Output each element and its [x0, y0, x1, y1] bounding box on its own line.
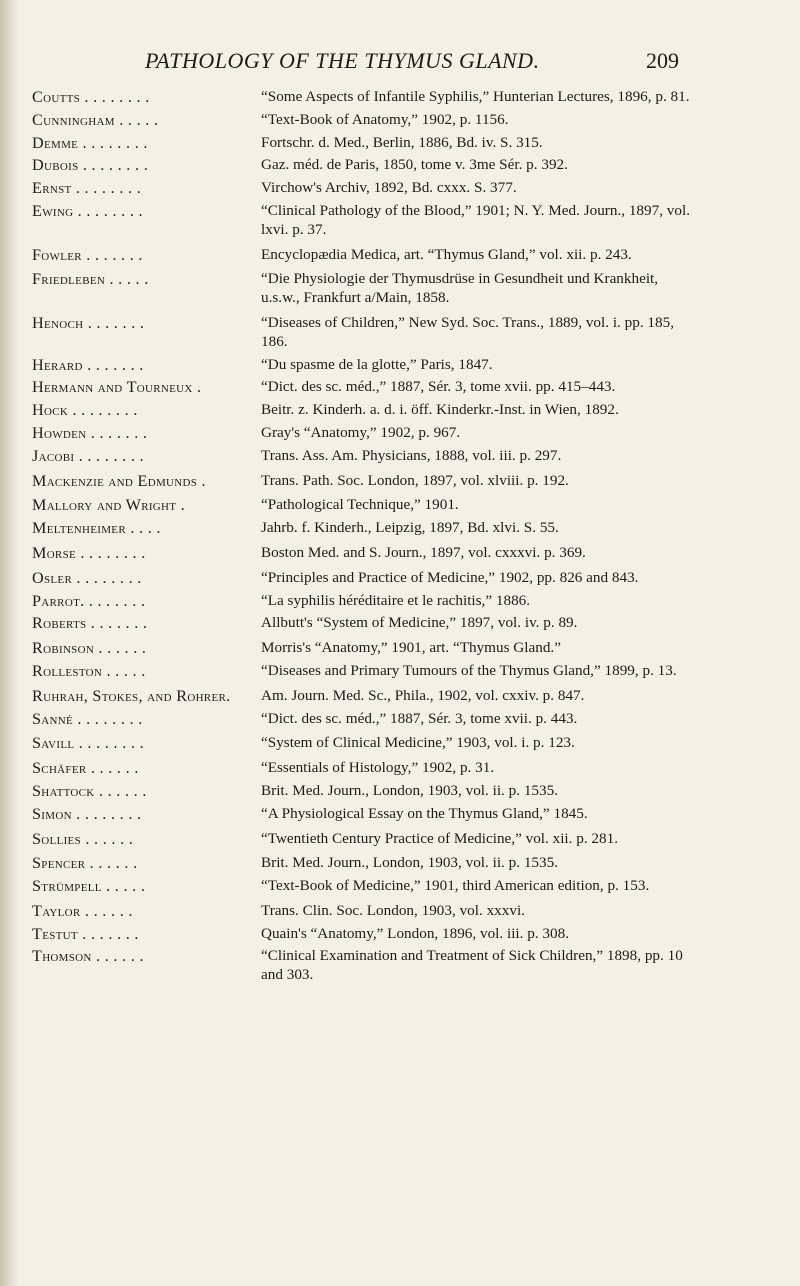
reference-citation: Virchow's Archiv, 1892, Bd. cxxx. S. 377.	[261, 179, 517, 197]
reference-entry	[0, 447, 800, 466]
reference-author: Demme . . . . . . . .	[32, 133, 148, 152]
reference-citation: Encyclopædia Medica, art. “Thymus Gland,” vol. xii. p. 243.	[261, 245, 632, 263]
reference-list	[0, 88, 800, 985]
reference-author: Howden . . . . . . .	[32, 423, 148, 442]
reference-citation: “Pathological Technique,” 1901.	[261, 496, 459, 514]
reference-entry	[0, 111, 800, 130]
reference-author: Osler . . . . . . . .	[32, 568, 142, 587]
running-title: PATHOLOGY OF THE THYMUS GLAND.	[145, 48, 540, 73]
reference-citation: “System of Clinical Medicine,” 1903, vol. i. p. 123.	[261, 734, 575, 752]
reference-citation: “Diseases and Primary Tumours of the Thymus Gland,” 1899, p. 13.	[261, 661, 677, 679]
reference-citation: Brit. Med. Journ., London, 1903, vol. ii. p. 1535.	[261, 854, 558, 872]
reference-author: Jacobi . . . . . . . .	[32, 446, 144, 465]
reference-entry	[0, 401, 800, 420]
reference-author: Parrot. . . . . . . .	[32, 591, 146, 610]
reference-author: Ruhrah, Stokes, and Rohrer.	[32, 686, 231, 705]
reference-author: Ewing . . . . . . . .	[32, 201, 143, 220]
reference-author: Hermann and Tourneux .	[32, 378, 202, 397]
reference-author: Mallory and Wright .	[32, 496, 186, 515]
reference-entry	[0, 830, 800, 849]
reference-citation: Quain's “Anatomy,” London, 1896, vol. iii. p. 308.	[261, 924, 569, 942]
reference-entry	[0, 782, 800, 801]
reference-author: Rolleston . . . . .	[32, 661, 146, 680]
reference-entry	[0, 734, 800, 753]
reference-entry	[0, 314, 800, 352]
reference-citation: Gaz. méd. de Paris, 1850, tome v. 3me Sér. p. 392.	[261, 156, 568, 174]
reference-entry	[0, 134, 800, 153]
reference-citation: Allbutt's “System of Medicine,” 1897, vol. iv. p. 89.	[261, 614, 578, 632]
reference-author: Coutts . . . . . . . .	[32, 88, 150, 106]
reference-author: Spencer . . . . . .	[32, 854, 138, 873]
reference-entry	[0, 156, 800, 175]
reference-entry	[0, 592, 800, 611]
reference-author: Dubois . . . . . . . .	[32, 156, 149, 175]
reference-author: Cunningham . . . . .	[32, 110, 159, 129]
reference-entry	[0, 246, 800, 265]
reference-citation: “A Physiological Essay on the Thymus Gland,” 1845.	[261, 804, 588, 822]
reference-citation: Trans. Ass. Am. Physicians, 1888, vol. iii. p. 297.	[261, 446, 562, 464]
reference-citation: “La syphilis héréditaire et le rachitis,” 1886.	[261, 591, 531, 609]
reference-author: Thomson . . . . . .	[32, 947, 144, 966]
reference-citation: “Essentials of Histology,” 1902, p. 31.	[261, 759, 495, 777]
reference-citation: “Dict. des sc. méd.,” 1887, Sér. 3, tome xvii. pp. 415–443.	[261, 378, 616, 396]
reference-entry	[0, 902, 800, 921]
reference-citation: Fortschr. d. Med., Berlin, 1886, Bd. iv. S. 315.	[261, 133, 543, 151]
reference-citation: “Text-Book of Anatomy,” 1902, p. 1156.	[261, 110, 509, 128]
reference-citation: Trans. Clin. Soc. London, 1903, vol. xxxvi.	[261, 901, 525, 919]
reference-entry	[0, 662, 800, 681]
reference-citation: “Du spasme de la glotte,” Paris, 1847.	[261, 355, 493, 373]
reference-entry	[0, 496, 800, 515]
reference-citation: Trans. Path. Soc. London, 1897, vol. xlviii. p. 192.	[261, 471, 569, 489]
reference-entry	[0, 202, 800, 240]
reference-citation: Am. Journ. Med. Sc., Phila., 1902, vol. cxxiv. p. 847.	[261, 686, 585, 704]
reference-author: Sanné . . . . . . . .	[32, 709, 143, 728]
reference-entry	[0, 947, 800, 985]
reference-citation: “Clinical Pathology of the Blood,” 1901; N. Y. Med. Journ., 1897, vol. lxvi. p. 37.	[261, 201, 691, 238]
reference-citation: Brit. Med. Journ., London, 1903, vol. ii. p. 1535.	[261, 781, 558, 799]
page-number: 209	[646, 48, 679, 73]
reference-entry	[0, 544, 800, 563]
reference-author: Herard . . . . . . .	[32, 355, 144, 374]
reference-entry	[0, 710, 800, 729]
reference-author: Fowler . . . . . . .	[32, 245, 143, 264]
reference-entry	[0, 270, 800, 308]
reference-author: Mackenzie and Edmunds .	[32, 471, 206, 490]
reference-citation: “Principles and Practice of Medicine,” 1902, pp. 826 and 843.	[261, 568, 639, 586]
reference-author: Meltenheimer . . . .	[32, 519, 161, 538]
reference-entry	[0, 925, 800, 944]
reference-entry	[0, 472, 800, 491]
reference-entry	[0, 854, 800, 873]
reference-citation: Gray's “Anatomy,” 1902, p. 967.	[261, 423, 461, 441]
reference-author: Savill . . . . . . . .	[32, 734, 144, 753]
reference-entry	[0, 877, 800, 896]
reference-citation: Morris's “Anatomy,” 1901, art. “Thymus Gland.”	[261, 639, 561, 657]
reference-entry	[0, 378, 800, 397]
reference-citation: Beitr. z. Kinderh. a. d. i. öff. Kinderkr.-Inst. in Wien, 1892.	[261, 401, 619, 419]
reference-citation: “Dict. des sc. méd.,” 1887, Sér. 3, tome xvii. p. 443.	[261, 709, 578, 727]
reference-citation: Boston Med. and S. Journ., 1897, vol. cxxxvi. p. 369.	[261, 543, 586, 561]
reference-citation: “Diseases of Children,” New Syd. Soc. Trans., 1889, vol. i. pp. 185, 186.	[261, 313, 674, 350]
reference-entry	[0, 639, 800, 658]
reference-citation: “Some Aspects of Infantile Syphilis,” Hunterian Lectures, 1896, p. 81.	[261, 88, 690, 105]
reference-citation: “Twentieth Century Practice of Medicine,” vol. xii. p. 281.	[261, 829, 619, 847]
reference-author: Ernst . . . . . . . .	[32, 179, 142, 198]
reference-author: Roberts . . . . . . .	[32, 614, 148, 633]
reference-author: Henoch . . . . . . .	[32, 313, 145, 332]
reference-author: Sollies . . . . . .	[32, 829, 134, 848]
reference-author: Testut . . . . . . .	[32, 924, 139, 943]
reference-author: Hock . . . . . . . .	[32, 401, 138, 420]
reference-entry	[0, 179, 800, 198]
reference-entry	[0, 687, 800, 706]
reference-entry	[0, 759, 800, 778]
reference-author: Friedleben . . . . .	[32, 270, 149, 289]
reference-citation: Jahrb. f. Kinderh., Leipzig, 1897, Bd. xlvi. S. 55.	[261, 519, 559, 537]
page-header	[0, 48, 800, 78]
reference-author: Simon . . . . . . . .	[32, 804, 142, 823]
reference-citation: “Clinical Examination and Treatment of Sick Children,” 1898, pp. 10 and 303.	[261, 947, 683, 984]
reference-author: Morse . . . . . . . .	[32, 543, 146, 562]
reference-citation: “Die Physiologie der Thymusdrüse in Gesundheit und Krankheit, u.s.w., Frankfurt a/Main, 1858.	[261, 270, 659, 307]
reference-entry	[0, 805, 800, 824]
reference-entry	[0, 519, 800, 538]
reference-entry	[0, 424, 800, 443]
reference-entry	[0, 614, 800, 633]
reference-author: Taylor . . . . . .	[32, 901, 133, 920]
reference-citation: “Text-Book of Medicine,” 1901, third American edition, p. 153.	[261, 877, 650, 895]
reference-author: Shattock . . . . . .	[32, 781, 147, 800]
reference-entry	[0, 356, 800, 375]
reference-author: Robinson . . . . . .	[32, 639, 147, 658]
reference-author: Schäfer . . . . . .	[32, 759, 139, 778]
reference-entry	[0, 88, 800, 107]
reference-author: Strümpell . . . . .	[32, 877, 146, 896]
reference-entry	[0, 569, 800, 588]
